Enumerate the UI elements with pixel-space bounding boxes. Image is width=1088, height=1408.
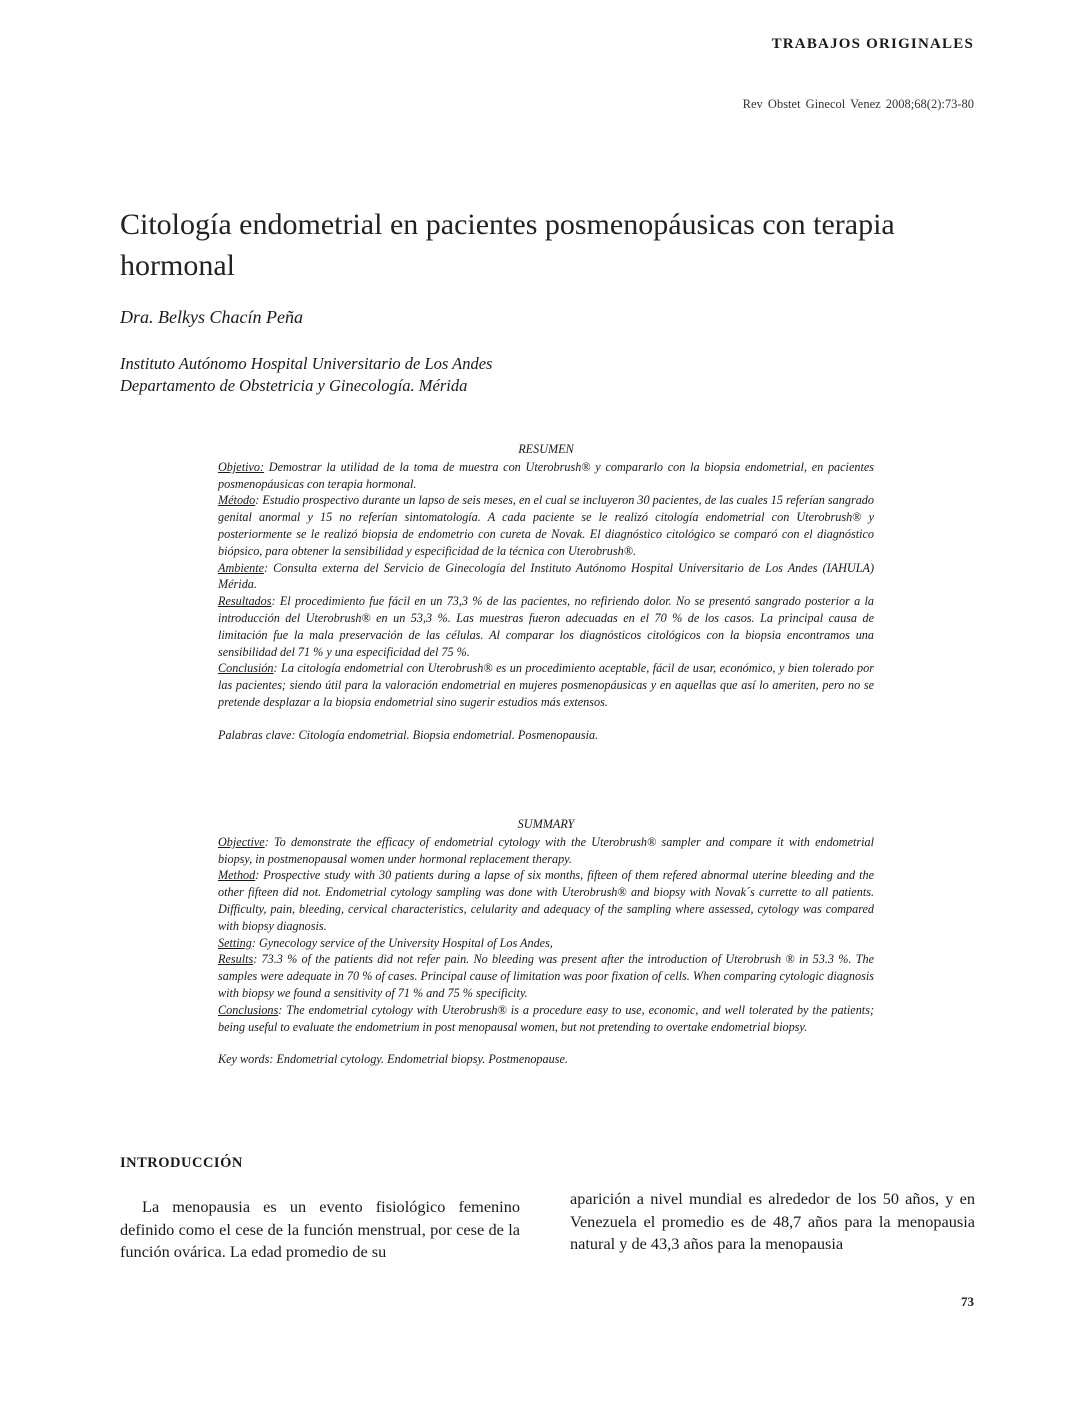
section-text: : To demonstrate the efficacy of endometrial cytology with the Uterobrush® sampler and compare it with endometrial biopsy, in postmenopausal women under hormonal replacement therapy. [218, 834, 874, 866]
section-text: : Consulta externa del Servicio de Ginecología del Instituto Autónomo Hospital Universitario de Los Andes (IAHULA) Mérida. [218, 560, 874, 592]
section-label: Ambiente [218, 560, 265, 575]
section-label: TRABAJOS ORIGINALES [771, 36, 974, 52]
resumen-conclusion [218, 660, 874, 710]
section-text: : La citología endometrial con Uterobrush® es un procedimiento aceptable, fácil de usar, económico, y bien tolerado por las pacientes; siendo útil para la valoración endometrial en mujeres posmenopáusicas y en aquellas que así lo ameriten, pero no se pretende desplazar a la biopsia endometrial sino sugerir estudios más extensos. [218, 661, 874, 709]
section-label: Conclusions [218, 1002, 279, 1017]
summary-heading: SUMMARY [517, 817, 575, 831]
body-column-left: La menopausia es un evento fisiológico femenino definido como el cese de la función menstrual, por cese de la función ovárica. La edad promedio de su [120, 1197, 520, 1261]
affiliation-line: Departamento de Obstetricia y Ginecología. Mérida [120, 376, 468, 395]
section-text: Demostrar la utilidad de la toma de muestra con Uterobrush® y compararlo con la biopsia endometrial, en pacientes posmenopáusicas con terapia hormonal. [218, 459, 874, 491]
resumen-block [218, 441, 874, 744]
page-number: 73 [961, 1294, 974, 1309]
summary-setting [218, 935, 874, 952]
resumen-ambiente [218, 560, 874, 594]
section-label: Results [218, 952, 254, 967]
section-text: : El procedimiento fue fácil en un 73,3 % de las pacientes, no refiriendo dolor. No se presentó sangrado posterior a la introducción del Uterobrush® en un 53,3 %. Las muestras fueron adecuadas en el 70 % de los casos. La principal causa de limitación fue la mala preservación de las células. Al comparar los diagnósticos citológicos con la biopsia encontramos una sensibilidad del 71 % y una especificidad del 75 %. [218, 594, 874, 659]
journal-citation: Rev Obstet Ginecol Venez 2008;68(2):73-80 [742, 97, 974, 111]
summary-results [218, 951, 874, 1001]
palabras-clave: Palabras clave: Citología endometrial. Biopsia endometrial. Posmenopausia. [218, 727, 599, 742]
summary-method [218, 867, 874, 934]
summary-conclusions [218, 1002, 874, 1036]
section-label: Objective [218, 834, 265, 849]
body-column-right: aparición a nivel mundial es alrededor de los 50 años, y en Venezuela el promedio es de 48,7 años para la menopausia natural y de 43,3 años para la menopausia [570, 1189, 975, 1253]
section-label: Method [218, 868, 256, 883]
section-text: : 73.3 % of the patients did not refer pain. No bleeding was present after the introduction of Uterobrush ® in 53.3 %. The samples were adequate in 70 % of cases. Principal cause of limitation was poor fixation of cells. When comparing cytologic diagnosis with biopsy we found a sensitivity of 71 % and 75 % specificity. [218, 952, 874, 1000]
section-text: : Estudio prospectivo durante un lapso de seis meses, en el cual se incluyeron 30 pacientes, de las cuales 15 referían sangrado genital anormal y 15 no referían sintomatología. A cada paciente se le realizó citología endometrial con Uterobrush® y posteriormente se le realizó biopsia de endometrio con cureta de Novak. El diagnóstico citológico se comparó con el diagnóstico biópsico, para obtener la sensibilidad y especificidad de la técnica con Uterobrush®. [218, 493, 874, 558]
summary-objective [218, 834, 874, 868]
section-label: Resultados [218, 594, 272, 609]
resumen-metodo [218, 492, 874, 559]
section-label: Objetivo: [218, 459, 265, 474]
resumen-heading: RESUMEN [518, 442, 574, 456]
key-words: Key words: Endometrial cytology. Endometrial biopsy. Postmenopause. [218, 1052, 568, 1067]
section-label: Setting [218, 935, 252, 950]
introduction-heading: INTRODUCCIÓN [120, 1155, 243, 1171]
section-text: : Gynecology service of the University Hospital of Los Andes, [251, 935, 553, 950]
section-text: : The endometrial cytology with Uterobrush® is a procedure easy to use, economic, and well tolerated by the patients; being useful to evaluate the endometrium in post menopausal women, but not pretending to overtake endometrial biopsy. [218, 1002, 874, 1034]
section-label: Método [218, 493, 256, 508]
author: Dra. Belkys Chacín Peña [120, 307, 303, 327]
section-label: Conclusión [218, 661, 274, 676]
affiliation-line: Instituto Autónomo Hospital Universitario de Los Andes [120, 354, 493, 373]
affiliation [120, 353, 492, 397]
section-text: : Prospective study with 30 patients during a lapse of six months, fifteen of them refered abnormal uterine bleeding and the other fifteen did not. Endometrial cytology sampling was done with Uterobrush® and biopsy with Novak´s currette to all patients. Difficulty, pain, bleeding, cervical characteristics, celularity and adequacy of the sampling where assessed, cytology was compared with biopsy diagnosis. [218, 868, 874, 933]
summary-block [218, 816, 874, 1068]
resumen-resultados [218, 593, 874, 660]
resumen-objetivo [218, 459, 874, 493]
article-title: Citología endometrial en pacientes posmenopáusicas con terapia hormonal [120, 208, 895, 282]
